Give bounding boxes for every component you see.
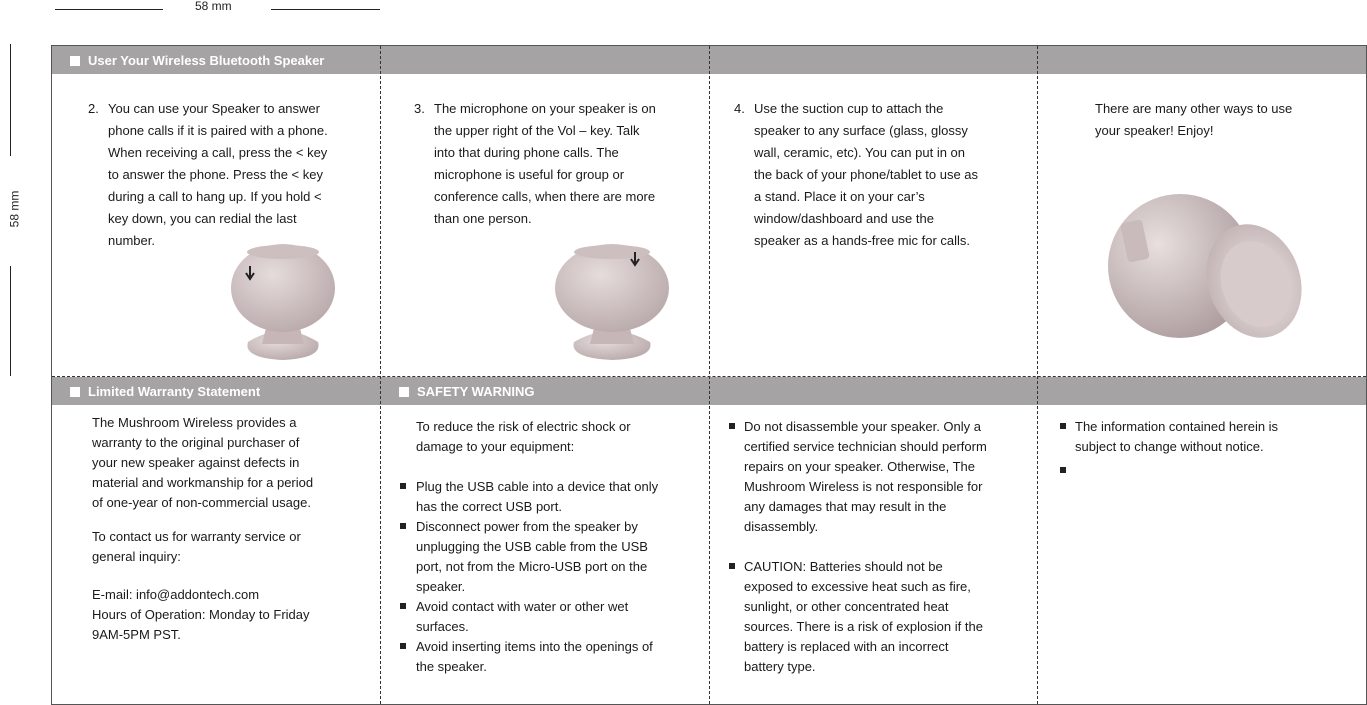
bullet-icon: [400, 603, 406, 609]
step-number: 3.: [414, 101, 425, 116]
closing-text: There are many other ways to use your speaker! Enjoy!: [1095, 101, 1293, 138]
bullet-icon: [1060, 467, 1066, 473]
section-header-safety: SAFETY WARNING: [399, 384, 535, 399]
dimension-line-bottom: [10, 266, 11, 376]
section-header-usage: User Your Wireless Bluetooth Speaker: [70, 53, 324, 68]
safety-item: Plug the USB cable into a device that only has the correct USB port.: [416, 479, 659, 514]
side-dimension-label: 58 mm: [7, 190, 22, 228]
bullet-icon: [400, 643, 406, 649]
bullet-icon: [729, 563, 735, 569]
safety-intro: To reduce the risk of electric shock or damage to your equipment:: [416, 419, 631, 454]
speaker-illustration: [228, 240, 338, 362]
speaker-suction-illustration: [1104, 186, 1304, 346]
safety-item: Avoid inserting items into the openings of the speaker.: [416, 639, 653, 674]
step-number: 4.: [734, 101, 745, 116]
safety-item: Do not disassemble your speaker. Only a certified service technician should perform repairs on your speaker. Otherwise, The Mushroom Wireless is not responsible for any damages that may result in the disassembly.: [744, 419, 987, 534]
manual-sheet: [51, 45, 1367, 705]
step-number: 2.: [88, 101, 99, 116]
safety-item: Avoid contact with water or other wet surfaces.: [416, 599, 629, 634]
bullet-icon: [400, 483, 406, 489]
top-dimension-label: 58 mm: [195, 0, 232, 13]
dimension-line-left: [55, 9, 163, 10]
section-header-warranty: Limited Warranty Statement: [70, 384, 260, 399]
step-4-text: Use the suction cup to attach the speaker to any surface (glass, glossy wall, ceramic, etc). You can put in on the back of your phone/tablet to use as a stand. Place it on your car’s window/dashboard and use the speaker as a hands-free mic for calls.: [754, 101, 979, 248]
square-bullet-icon: [70, 56, 80, 66]
bullet-icon: [729, 423, 735, 429]
top-dimension-marker: [55, 0, 381, 16]
notice-item: The information contained herein is subject to change without notice.: [1075, 419, 1279, 454]
square-bullet-icon: [70, 387, 80, 397]
step-2-text: You can use your Speaker to answer phone calls if it is paired with a phone. When receiving a call, press the < key to answer the phone. Press the < key during a call to hang up. If you hold < key down, you can redial the last number.: [108, 101, 328, 248]
warranty-contact-intro: To contact us for warranty service or general inquiry:: [92, 529, 301, 564]
fold-line: [709, 46, 710, 704]
bullet-icon: [1060, 423, 1066, 429]
safety-item: Disconnect power from the speaker by unplugging the USB cable from the USB port, not from the Micro-USB port on the speaker.: [416, 519, 648, 594]
warranty-description: The Mushroom Wireless provides a warranty to the original purchaser of your new speaker against defects in material and workmanship for a period of one-year of non-commercial usage.: [92, 415, 314, 510]
square-bullet-icon: [399, 387, 409, 397]
safety-item: CAUTION: Batteries should not be exposed to excessive heat such as fire, sunlight, or other concentrated heat sources. There is a risk of explosion if the battery is replaced with an incorrect battery type.: [744, 559, 983, 674]
warranty-contact-details: E-mail: info@addontech.com Hours of Operation: Monday to Friday 9AM-5PM PST.: [92, 587, 310, 642]
speaker-illustration: [552, 240, 672, 362]
step-3-text: The microphone on your speaker is on the upper right of the Vol – key. Talk into that during phone calls. The microphone is useful for group or conference calls, when there are more than one person.: [434, 101, 656, 226]
side-dimension-marker: [0, 44, 22, 376]
dimension-line-right: [271, 9, 380, 10]
contact-email: E-mail: info@addontech.com: [92, 587, 260, 602]
dimension-line-top: [10, 44, 11, 156]
fold-line-horizontal: [52, 376, 1366, 377]
fold-line: [380, 46, 381, 704]
fold-line: [1037, 46, 1038, 704]
bullet-icon: [400, 523, 406, 529]
